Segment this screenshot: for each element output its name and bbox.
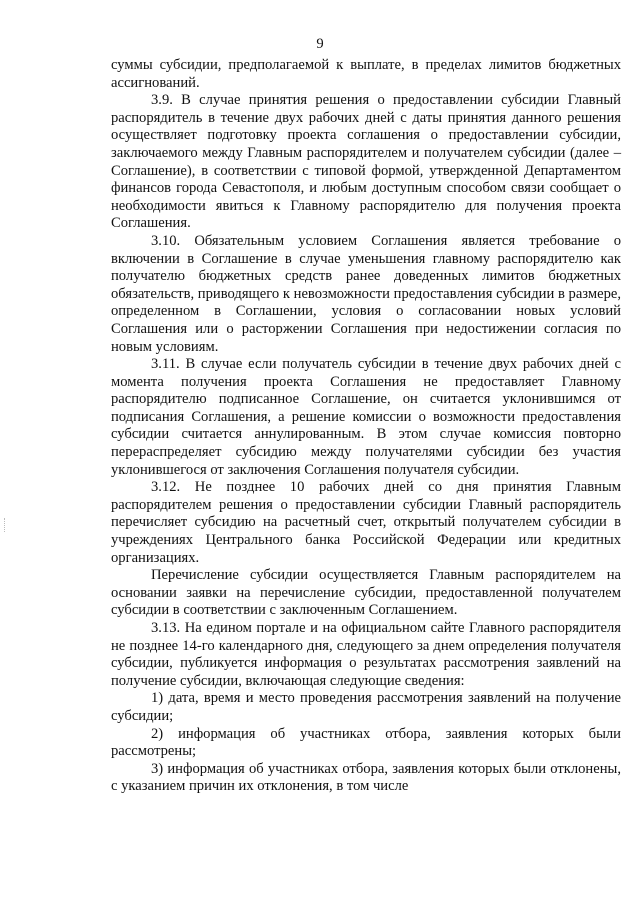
paragraph-3-10: 3.10. Обязательным условием Соглашения является требование о включении в Соглашение в случае уменьшения главному распорядителю как получателю бюджетных средств ранее доведенных лимитов бюджетных обязательств, приводящего к невозможности предоставления субсидии в размере, определенном в Соглашении, условия о согласовании новых условий Соглашения или о расторжении Соглашения при недостижении согласия по новым условиям. (111, 232, 621, 355)
list-item-3: 3) информация об участниках отбора, заявления которых были отклонены, с указанием причин их отклонения, в том числе (111, 760, 621, 795)
paragraph-continuation: суммы субсидии, предполагаемой к выплате, в пределах лимитов бюджетных ассигнований. (111, 57, 621, 91)
margin-mark (4, 518, 8, 532)
page-number: 9 (316, 36, 324, 52)
paragraph-3-9: 3.9. В случае принятия решения о предоставлении субсидии Главный распорядитель в течение двух рабочих дней с даты принятия данного решения осуществляет подготовку проекта соглашения о предоставлении субсидии, заключаемого между Главным распорядителем и получателем субсидии (далее – Соглашение), в соответствии с типовой формой, утвержденной Департаментом финансов города Севастополя, и любым доступным способом связи сообщает о необходимости явиться к Главному распорядителю для получения проекта Соглашения. (111, 92, 621, 232)
paragraph-3-11: 3.11. В случае если получатель субсидии в течение двух рабочих дней с момента получения проекта Соглашения не предоставляет Главному распорядителю подписанное Соглашение, он считается уклонившимся от подписания Соглашения, а решение комиссии о возможности предоставления субсидии считается аннулированным. В этом случае комиссия повторно перераспределяет субсидию между получателями субсидии без участия уклонившегося от заключения Соглашения получателя субсидии. (111, 356, 621, 478)
list-item-1: 1) дата, время и место проведения рассмотрения заявлений на получение субсидии; (111, 690, 621, 724)
paragraph-transfer: Перечисление субсидии осуществляется Главным распорядителем на основании заявки на перечисление субсидии, предоставленной получателем субсидии в соответствии с заключенным Соглашением. (111, 567, 621, 619)
paragraph-3-13: 3.13. На едином портале и на официальном сайте Главного распорядителя не позднее 14-го календарного дня, следующего за днем определения получателя субсидии, публикуется информация о результатах рассмотрения заявлений на получение субсидии, включающая следующие сведения: (111, 620, 621, 689)
paragraph-3-12: 3.12. Не позднее 10 рабочих дней со дня принятия Главным распорядителем решения о предоставлении субсидии Главный распорядитель перечисляет субсидию на расчетный счет, открытый получателем субсидии в учреждениях Центрального банка Российской Федерации или кредитных организациях. (111, 479, 621, 566)
list-item-2: 2) информация об участниках отбора, заявления которых были рассмотрены; (111, 725, 621, 760)
document-body (111, 57, 621, 796)
